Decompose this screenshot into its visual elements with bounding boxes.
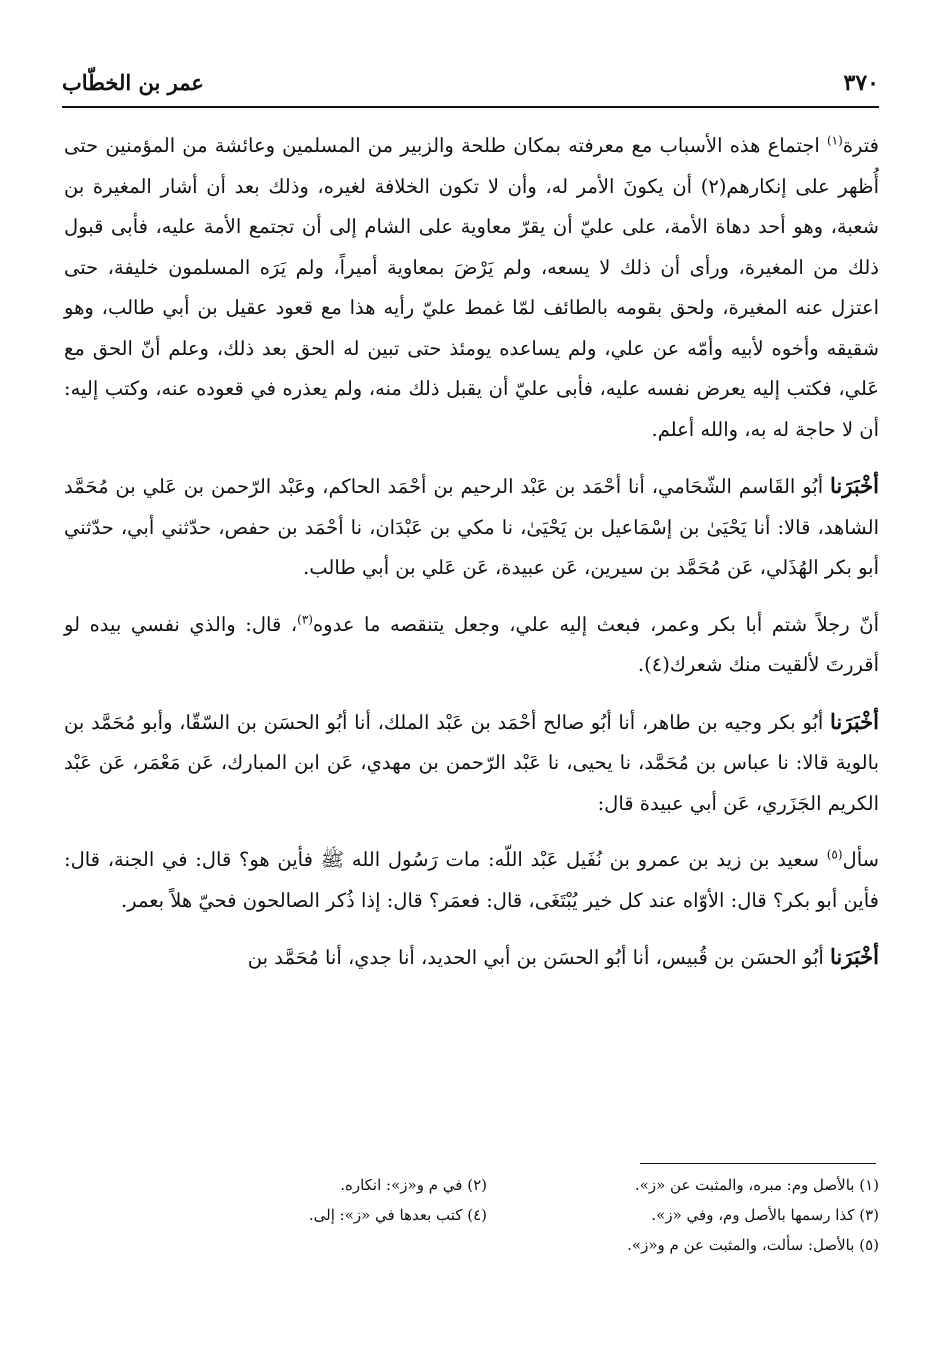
footnote-row (64, 1170, 879, 1200)
footnote-row (64, 1230, 879, 1260)
paragraph-isnad (64, 937, 879, 979)
footnote (627, 1230, 879, 1260)
footnote-number: (٣) (859, 1206, 879, 1224)
paragraph-isnad (57, 466, 879, 589)
footnote-number: (٤) (467, 1206, 487, 1224)
running-title: عمر بن الخطّاب (62, 70, 204, 95)
footnote-separator (640, 1163, 876, 1164)
paragraph-text: ، قال: والذي نفسي بيده لو أقررتَ لألقيت منك شعرك(٤). (57, 612, 879, 676)
paragraph-text: سأل (842, 848, 879, 871)
body-text (57, 126, 880, 995)
paragraph-commentary (57, 126, 879, 450)
footnote-text: بالأصل: سألت، والمثبت عن م و«ز». (627, 1236, 855, 1254)
footnote-number: (١) (859, 1176, 879, 1194)
footnote-text: كتب بعدها في «ز»: إلى. (308, 1206, 463, 1224)
isnad-lead-word: أخْبَرَنا (830, 944, 879, 969)
paragraph-isnad (57, 702, 879, 825)
footnote (651, 1200, 879, 1230)
footnotes (64, 1170, 879, 1260)
running-header (62, 66, 879, 108)
paragraph-text: فترة (842, 134, 879, 157)
footnote-ref: (٥) (826, 847, 843, 862)
isnad-lead-word: أخْبَرَنا (830, 708, 879, 734)
paragraph-matn (57, 605, 880, 686)
footnote-ref: (٣) (297, 612, 313, 626)
paragraph-text: أنّ رجلاً شتم أبا بكر وعمر، فبعث إليه علي، وجعل يتنقصه ما عدوه (312, 612, 880, 636)
footnote (309, 1200, 487, 1230)
paragraph-text: أبُو القَاسم الشّحَامي، أنا أحْمَد بن عَبْد الرحيم بن أحْمَد الحاكم، وعَبْد الرّحمن بن عَلي بن مُحَمَّد الشاهد، قالا: أنا يَحْيَىٰ بن إسْمَاعيل بن يَحْيَىٰ، نا مكي بن عَبْدَان، نا أحْمَد بن حفص، حدّثني أبي، حدّثني أبو بكر الهُذَلي، عَن مُحَمَّد بن سيرين، عَن عبيدة، عَن عَلي بن أبي طالب. (57, 475, 879, 579)
paragraph-text: أبُو الحسَن بن قُبيس، أنا أبُو الحسَن بن أبي الحديد، أنا جدي، أنا مُحَمَّد بن (247, 946, 831, 969)
paragraph-text: أبُو بكر وجيه بن طاهر، أنا أبُو صالح أحْمَد بن عَبْد الملك، أنا أبُو الحسَن بن السّقّا، وأبو مُحَمَّد بن بالوية قالا: نا عباس بن مُحَمَّد، نا يحيى، نا عَبْد الرّحمن بن مهدي، عَن ابن المبارك، عَن مَعْمَر، عَن عَبْد الكريم الجَزَري، عَن أبي عبيدة قال: (57, 710, 879, 815)
paragraph-text: سعيد بن زيد بن عمرو بن نُفَيل عَبْد اللّه: مات رَسُول الله ﷺ فأين هو؟ قال: في الجنة، قال: فأين أبو بكر؟ قال: الأوّاه عند كل خير يُبْتَغَى، قال: فعمَر؟ قال: إذا ذُكر الصالحون فحيّ هلاً بعمر. (57, 848, 879, 912)
footnote-text: بالأصل وم: مبره، والمثبت عن «ز». (634, 1176, 855, 1194)
page-number: ٣٧٠ (843, 70, 879, 96)
footnote-number: (٢) (467, 1176, 487, 1194)
paragraph-matn (57, 840, 879, 921)
footnote (635, 1170, 879, 1200)
footnote-text: كذا رسمها بالأصل وم، وفي «ز». (651, 1206, 855, 1224)
footnote-number: (٥) (859, 1236, 879, 1254)
paragraph-text: اجتماع هذه الأسباب مع معرفته بمكان طلحة والزبير من المسلمين وعائشة من المؤمنين حتى أُظهر على إنكارهم(٢) أن يكونَ الأمر له، وأن لا تكون الخلافة لغيره، وذلك بعد أن أشار المغيرة بن شعبة، وهو أحد دهاة الأمة، على عليّ أن يقرّ معاوية على الشام إلى أن تجتمع الأمة عليه، فأبى قبول ذلك من المغيرة، ورأى أن ذلك لا يسعه، ولم يَرْضَ بمعاوية أميراً، ولم يَرَه المسلمون خليفة، حتى اعتزل عنه المغيرة، ولحق بقومه بالطائف لمّا غمط عليّ رأيه هذا مع قعود عقيل بن أبي طالب، وهو شقيقه وأخوه لأبيه وأمّه عن علي، ولم يساعده يومئذ حتى تبين له الحق بعد ذلك، وعلم أنّ الحق مع عَلي، فكتب إليه يعرض نفسه عليه، فأبى عليّ أن يقبل ذلك منه، ولم يعذره في قعوده عنه، وكتب إليه: أن لا حاجة له به، والله أعلم. (57, 134, 879, 441)
isnad-lead-word: أخْبَرَنا (830, 473, 879, 498)
footnote-row (64, 1200, 879, 1230)
footnote-ref: (١) (826, 133, 843, 148)
footnote (340, 1170, 487, 1200)
footnote-text: في م و«ز»: انكاره. (340, 1176, 463, 1194)
